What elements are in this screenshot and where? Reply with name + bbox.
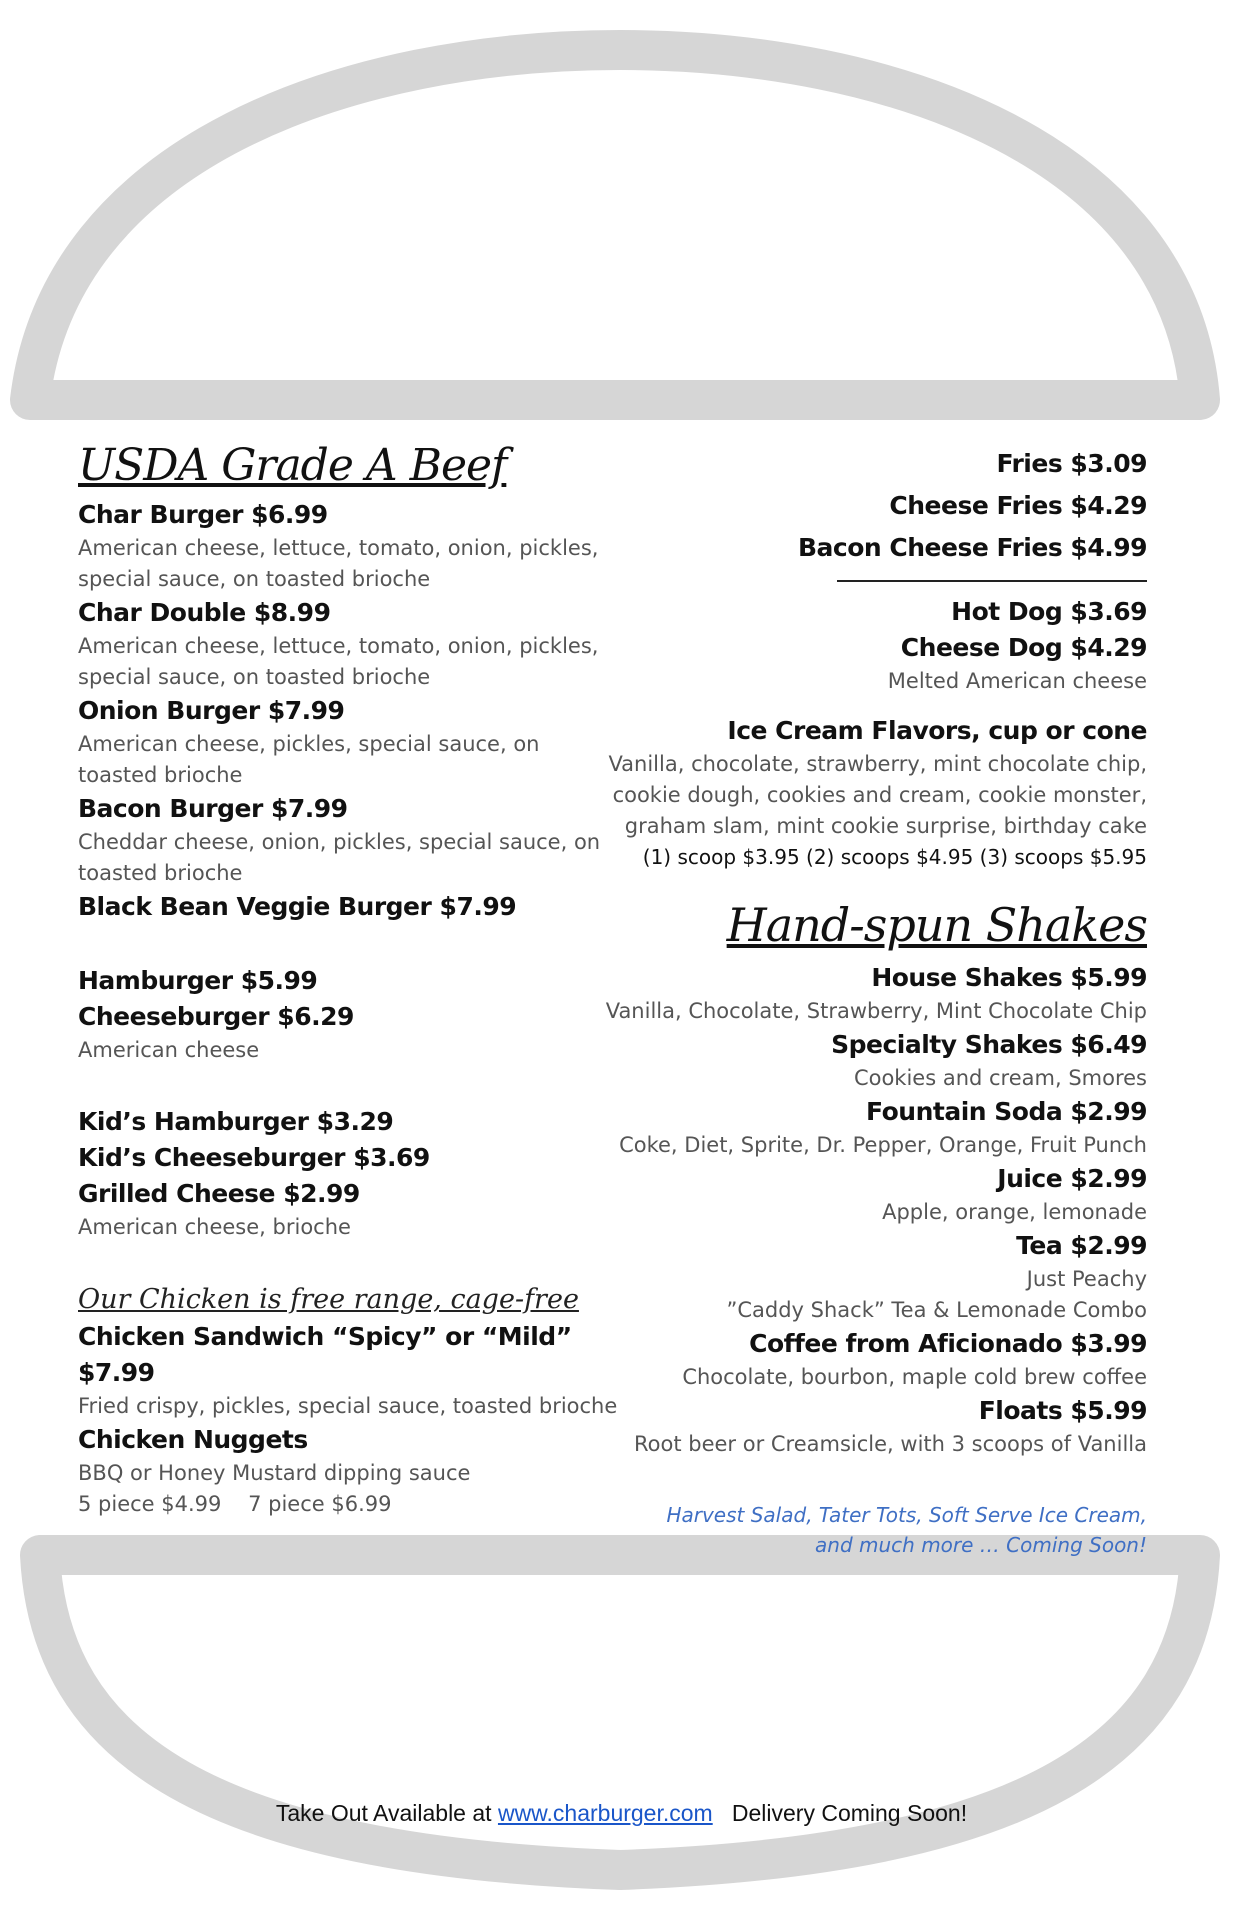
menu-item-onion-burger: Onion Burger $7.99: [78, 696, 345, 725]
footer-takeout-text: Take Out Available at: [275, 1800, 492, 1826]
menu-item-desc: American cheese: [78, 1038, 260, 1062]
ice-cream-prices: (1) scoop $3.95 (2) scoops $4.95 (3) scoops $5.95: [642, 845, 1147, 869]
menu-item-kids-cheeseburger: Kid’s Cheeseburger $3.69: [78, 1143, 430, 1172]
menu-item-coffee: Coffee from Aficionado $3.99: [749, 1329, 1147, 1358]
menu-item-specialty-shakes: Specialty Shakes $6.49: [831, 1030, 1147, 1059]
menu-item-juice: Juice $2.99: [997, 1164, 1147, 1193]
menu-item-desc: Chocolate, bourbon, maple cold brew coffee: [682, 1365, 1147, 1389]
shakes-section-title: Hand-spun Shakes: [726, 898, 1147, 952]
menu-item-cheese-dog: Cheese Dog $4.29: [900, 633, 1147, 662]
top-bun-outline: [30, 50, 1200, 400]
menu-item-desc: American cheese, lettuce, tomato, onion, pickles, special sauce, on toasted brioche: [78, 536, 599, 591]
menu-item-bacon-burger: Bacon Burger $7.99: [78, 794, 348, 823]
menu-item-desc: BBQ or Honey Mustard dipping sauce: [78, 1461, 471, 1485]
menu-item-desc: Vanilla, Chocolate, Strawberry, Mint Chocolate Chip: [605, 999, 1147, 1023]
right-menu-column: [587, 446, 1147, 1560]
coming-soon-note: Harvest Salad, Tater Tots, Soft Serve Ice Cream,: [666, 1503, 1147, 1527]
nuggets-prices: 5 piece $4.99 7 piece $6.99: [78, 1492, 392, 1516]
menu-item-kids-hamburger: Kid’s Hamburger $3.29: [78, 1107, 394, 1136]
menu-item-chicken-sandwich: Chicken Sandwich “Spicy” or “Mild” $7.99: [78, 1322, 572, 1387]
menu-item-cheese-fries: Cheese Fries $4.29: [889, 491, 1147, 520]
chicken-section-heading: Our Chicken is free range, cage-free: [78, 1284, 579, 1315]
menu-item-desc: American cheese, pickles, special sauce, on toasted brioche: [78, 732, 540, 787]
menu-item-veggie-burger: Black Bean Veggie Burger $7.99: [78, 892, 517, 921]
menu-item-desc: Cheddar cheese, onion, pickles, special sauce, on toasted brioche: [78, 830, 601, 885]
menu-item-desc: American cheese, brioche: [78, 1215, 351, 1239]
beef-section-title: USDA Grade A Beef: [78, 440, 507, 491]
menu-item-desc: Apple, orange, lemonade: [882, 1200, 1147, 1224]
ice-cream-flavors: graham slam, mint cookie surprise, birthday cake: [624, 814, 1147, 838]
menu-item-grilled-cheese: Grilled Cheese $2.99: [78, 1179, 360, 1208]
menu-item-char-burger: Char Burger $6.99: [78, 500, 328, 529]
ice-cream-flavors: Vanilla, chocolate, strawberry, mint chocolate chip,: [608, 752, 1147, 776]
ice-cream-flavors: cookie dough, cookies and cream, cookie monster,: [612, 783, 1147, 807]
menu-item-tea: Tea $2.99: [1016, 1231, 1147, 1260]
menu-item-fries: Fries $3.09: [996, 449, 1147, 478]
menu-item-desc: Coke, Diet, Sprite, Dr. Pepper, Orange, Fruit Punch: [619, 1133, 1147, 1157]
menu-item-hot-dog: Hot Dog $3.69: [951, 597, 1147, 626]
left-menu-column: [78, 440, 618, 1520]
coming-soon-note: and much more … Coming Soon!: [815, 1533, 1147, 1557]
menu-item-bacon-cheese-fries: Bacon Cheese Fries $4.99: [797, 533, 1147, 562]
menu-item-ice-cream: Ice Cream Flavors, cup or cone: [727, 716, 1147, 745]
menu-item-desc: Melted American cheese: [887, 669, 1147, 693]
menu-item-desc: Cookies and cream, Smores: [853, 1066, 1147, 1090]
footer: [0, 1800, 1243, 1827]
divider: [837, 580, 1147, 582]
website-link[interactable]: www.charburger.com: [497, 1800, 713, 1826]
menu-item-desc: American cheese, lettuce, tomato, onion, pickles, special sauce, on toasted brioche: [78, 634, 599, 689]
menu-item-hamburger: Hamburger $5.99: [78, 966, 318, 995]
menu-item-desc: ”Caddy Shack” Tea & Lemonade Combo: [726, 1298, 1147, 1322]
menu-item-desc: Root beer or Creamsicle, with 3 scoops of Vanilla: [634, 1432, 1147, 1456]
menu-item-fountain-soda: Fountain Soda $2.99: [866, 1097, 1147, 1126]
footer-delivery-text: Delivery Coming Soon!: [731, 1800, 968, 1826]
menu-item-floats: Floats $5.99: [978, 1396, 1147, 1425]
menu-item-desc: Fried crispy, pickles, special sauce, toasted brioche: [78, 1394, 618, 1418]
menu-item-house-shakes: House Shakes $5.99: [871, 963, 1147, 992]
menu-item-cheeseburger: Cheeseburger $6.29: [78, 1002, 354, 1031]
menu-item-desc: Just Peachy: [1026, 1267, 1147, 1291]
menu-item-chicken-nuggets: Chicken Nuggets: [78, 1425, 308, 1454]
menu-item-char-double: Char Double $8.99: [78, 598, 331, 627]
